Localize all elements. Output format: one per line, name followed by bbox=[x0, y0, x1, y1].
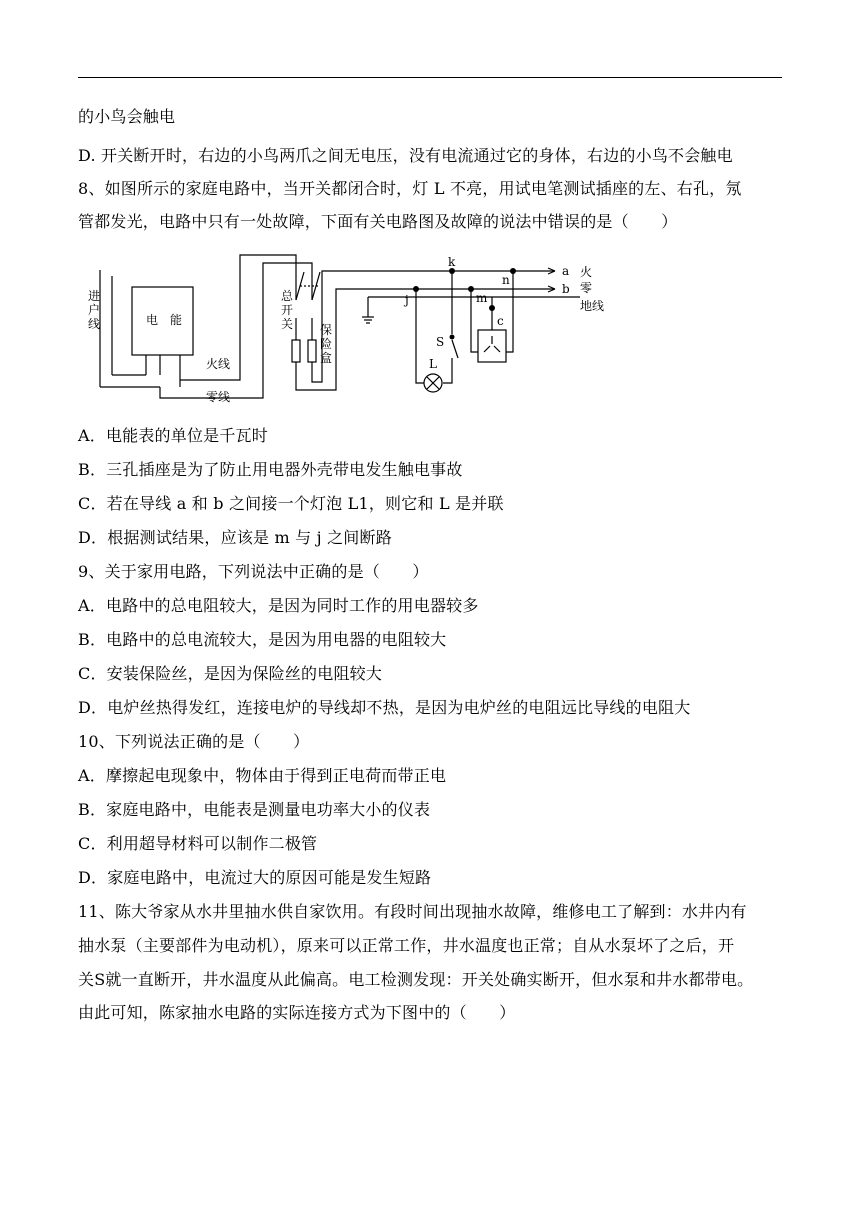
ground-label: 地线 bbox=[580, 299, 605, 313]
lamp-l-label: L bbox=[429, 357, 437, 371]
switch-s-label: S bbox=[436, 335, 445, 349]
incoming-line-label: 线 bbox=[88, 317, 101, 331]
option-b: B．家庭电路中，电能表是测量电功率大小的仪表 bbox=[78, 800, 431, 819]
option-a: A．摩擦起电现象中，物体由于得到正电荷而带正电 bbox=[78, 766, 447, 785]
option-d: D．电炉丝热得发红，连接电炉的导线却不热，是因为电炉丝的电阻远比导线的电阻大 bbox=[78, 698, 691, 717]
main-switch-label: 关 bbox=[281, 317, 294, 331]
header-rule bbox=[78, 77, 782, 78]
meter-label: 电 能 bbox=[146, 313, 183, 327]
main-switch-label: 总 bbox=[281, 289, 294, 303]
question-8-stem: 管都发光，电路中只有一处故障，下面有关电路图及故障的说法中错误的是（ ） bbox=[78, 212, 678, 231]
question-11-stem: 由此可知，陈家抽水电路的实际连接方式为下图中的（ ） bbox=[78, 1003, 516, 1022]
line-a-label: a bbox=[562, 264, 570, 278]
circuit-diagram bbox=[80, 250, 620, 410]
node-n-label: n bbox=[502, 273, 510, 287]
option-c: C．若在导线 a 和 b 之间接一个灯泡 L1，则它和 L 是并联 bbox=[78, 494, 504, 513]
question-11-stem: 抽水泵（主要部件为电动机），原来可以正常工作，井水温度也正常；自从水泵坏了之后，开 bbox=[78, 936, 735, 955]
neutral-wire-label: 零线 bbox=[206, 390, 231, 404]
zero-label: 零 bbox=[580, 281, 593, 295]
main-switch-label: 开 bbox=[281, 303, 294, 317]
option-c: C．利用超导材料可以制作二极管 bbox=[78, 834, 318, 853]
node-j-label: j bbox=[405, 293, 409, 307]
incoming-line-label: 进 bbox=[88, 289, 101, 303]
node-k-label: k bbox=[448, 255, 456, 269]
question-8-stem: 8、如图所示的家庭电路中，当开关都闭合时，灯 L 不亮，用试电笔测试插座的左、右孔，氖 bbox=[78, 179, 742, 198]
option-c: C．安装保险丝，是因为保险丝的电阻较大 bbox=[78, 664, 383, 683]
option-b: B．三孔插座是为了防止用电器外壳带电发生触电事故 bbox=[78, 460, 463, 479]
fire-label: 火 bbox=[580, 265, 593, 279]
question-11-stem: 11、陈大爷家从水井里抽水供自家饮用。有段时间出现抽水故障，维修电工了解到：水井内有 bbox=[78, 902, 747, 921]
option-a: A．电能表的单位是千瓦时 bbox=[78, 426, 268, 445]
option-d: D．根据测试结果，应该是 m 与 j 之间断路 bbox=[78, 528, 392, 547]
text-line: 的小鸟会触电 bbox=[78, 107, 176, 126]
text-line: D. 开关断开时，右边的小鸟两爪之间无电压，没有电流通过它的身体，右边的小鸟不会触电 bbox=[78, 146, 733, 165]
option-d: D．家庭电路中，电流过大的原因可能是发生短路 bbox=[78, 868, 432, 887]
line-b-label: b bbox=[562, 282, 570, 296]
option-b: B．电路中的总电流较大，是因为用电器的电阻较大 bbox=[78, 630, 447, 649]
question-11-stem: 关S就一直断开，井水温度从此偏高。电工检测发现：开关处确实断开，但水泵和井水都带电。 bbox=[78, 970, 754, 989]
node-c-label: c bbox=[497, 314, 504, 328]
fuse-box-label: 保 bbox=[320, 323, 333, 337]
node-m-label: m bbox=[476, 291, 488, 305]
fuse-box-label: 盒 bbox=[320, 351, 333, 365]
incoming-line-label: 户 bbox=[88, 303, 101, 317]
live-wire-label: 火线 bbox=[206, 357, 231, 371]
fuse-box-label: 险 bbox=[320, 337, 333, 351]
option-a: A．电路中的总电阻较大，是因为同时工作的用电器较多 bbox=[78, 596, 479, 615]
question-9-stem: 9、关于家用电路，下列说法中正确的是（ ） bbox=[78, 562, 429, 581]
question-10-stem: 10、下列说法正确的是（ ） bbox=[78, 732, 310, 751]
